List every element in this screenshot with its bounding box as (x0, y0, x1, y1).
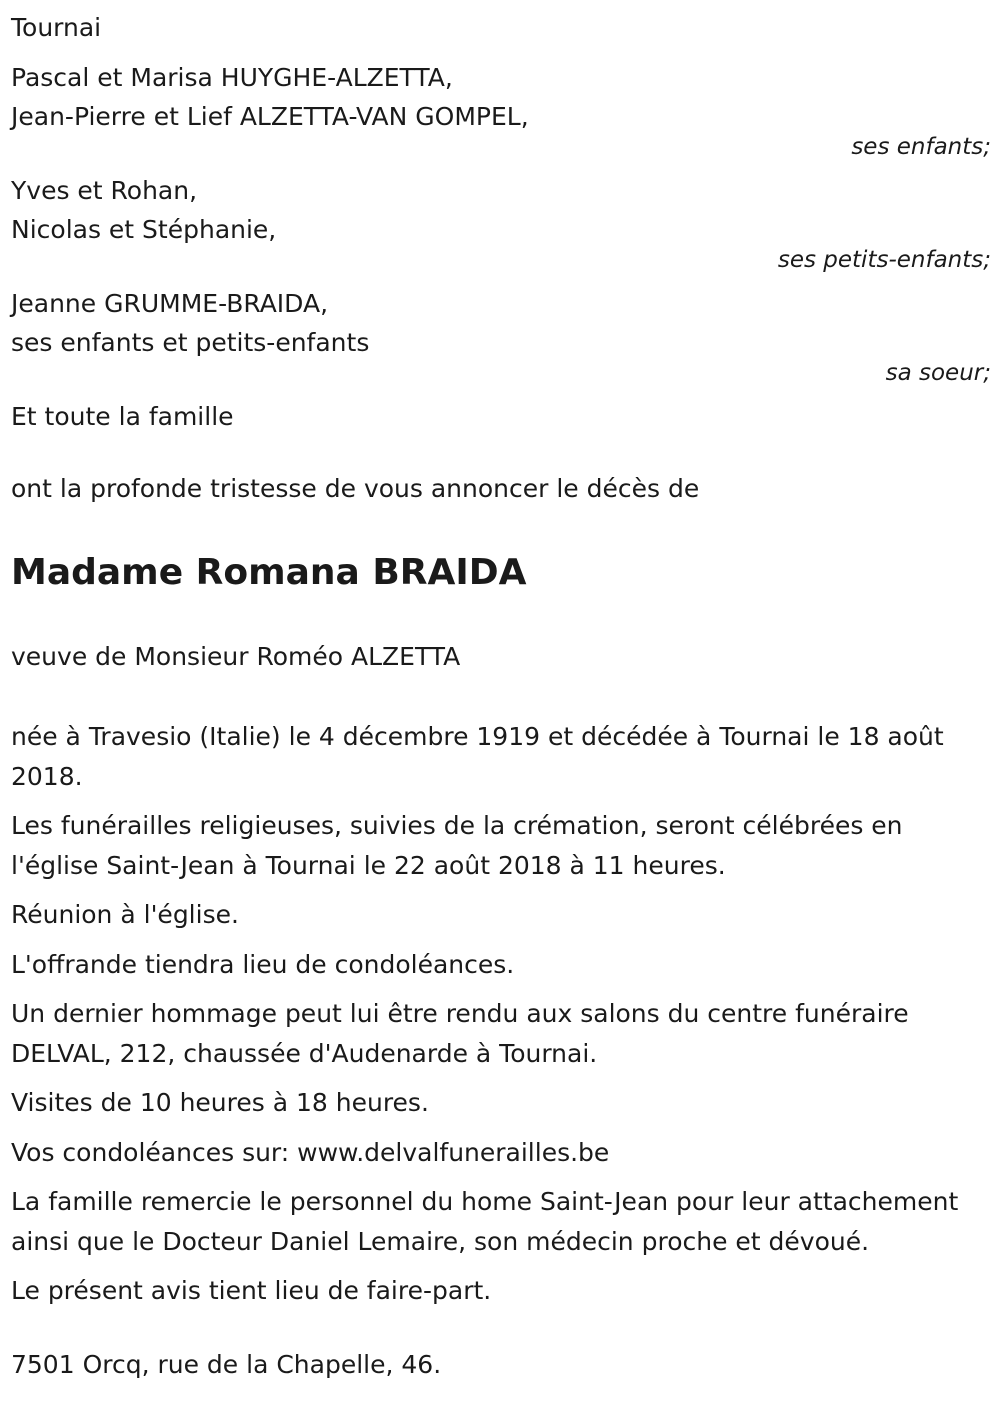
sister-line-2: ses enfants et petits-enfants (11, 328, 370, 357)
grandchildren-role: ses petits-enfants; (777, 246, 991, 273)
homage-paragraph: Un dernier hommage peut lui être rendu aux salons du centre funéraire DELVAL, 212, chaussée d'Audenarde à Tournai. (11, 999, 909, 1068)
children-role: ses enfants; (851, 133, 991, 160)
deceased-name: Madame Romana BRAIDA (11, 551, 527, 593)
obituary-notice (11, 8, 991, 1384)
grandchild-line-2: Nicolas et Stéphanie, (11, 215, 277, 244)
sister-line-1: Jeanne GRUMME-BRAIDA, (11, 288, 329, 318)
widow-of-line: veuve de Monsieur Roméo ALZETTA (11, 641, 461, 671)
child-line-1: Pascal et Marisa HUYGHE-ALZETTA, (11, 62, 453, 92)
visits-paragraph: Visites de 10 heures à 18 heures. (11, 1088, 429, 1117)
announcement-intro: ont la profonde tristesse de vous annoncer le décès de (11, 474, 700, 503)
sister-block (11, 284, 991, 387)
whole-family-line: Et toute la famille (11, 401, 234, 431)
grandchild-line-1: Yves et Rohan, (11, 175, 198, 205)
offering-paragraph: L'offrande tiendra lieu de condoléances. (11, 949, 515, 979)
header-city: Tournai (11, 13, 102, 42)
notice-paragraph: Le présent avis tient lieu de faire-part. (11, 1276, 492, 1305)
thanks-paragraph: La famille remercie le personnel du home Saint-Jean pour leur attachement ainsi que le Docteur Daniel Lemaire, son médecin proche et dévoué. (11, 1187, 959, 1256)
grandchildren-block (11, 171, 991, 274)
child-line-2: Jean-Pierre et Lief ALZETTA-VAN GOMPEL, (11, 102, 529, 131)
meeting-paragraph: Réunion à l'église. (11, 900, 239, 929)
children-block (11, 58, 991, 161)
condolences-paragraph: Vos condoléances sur: www.delvalfunerailles.be (11, 1137, 610, 1167)
footer-address: 7501 Orcq, rue de la Chapelle, 46. (11, 1349, 442, 1379)
funeral-paragraph: Les funérailles religieuses, suivies de la crémation, seront célébrées en l'église Saint-Jean à Tournai le 22 août 2018 à 11 heures. (11, 811, 903, 880)
birth-death-paragraph: née à Travesio (Italie) le 4 décembre 1919 et décédée à Tournai le 18 août 2018. (11, 722, 944, 791)
sister-role: sa soeur; (885, 359, 991, 386)
